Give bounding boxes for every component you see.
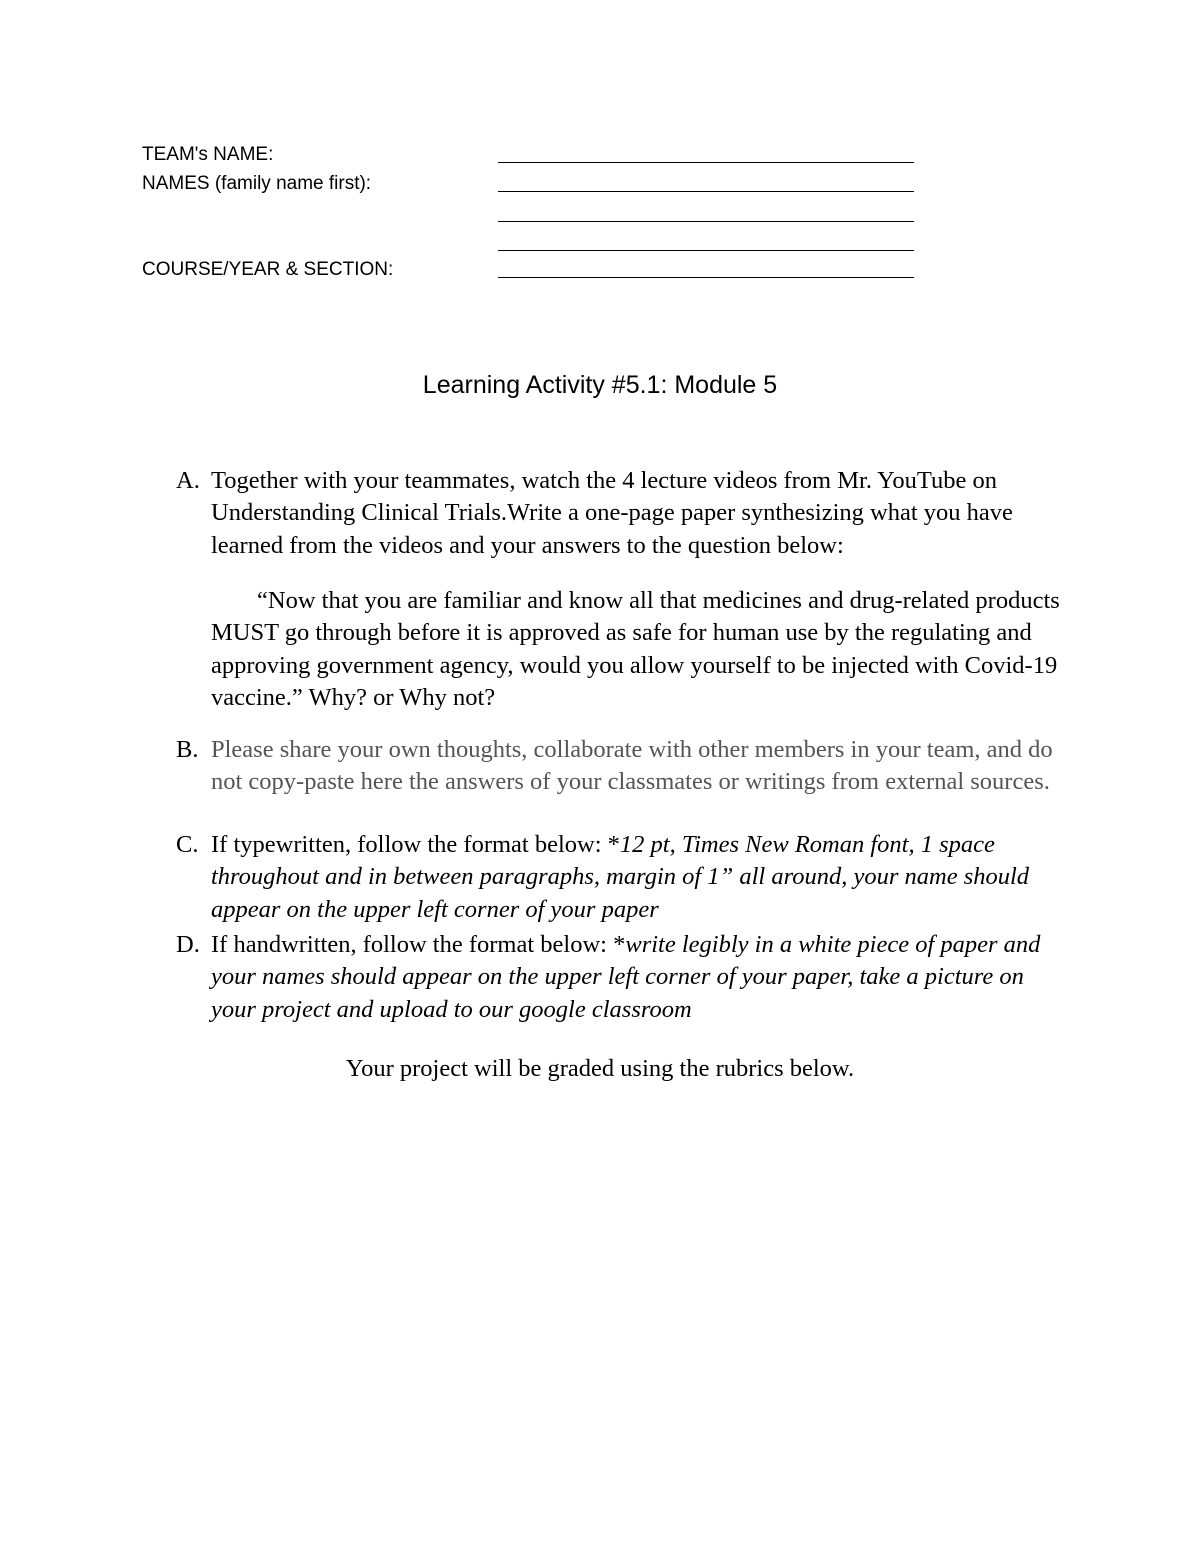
item-a-text: Together with your teammates, watch the 4 lecture videos from Mr. YouTube on Understanding Clinical Trials.Write a one-page paper synthesizing what you have learned from the videos and your answers to the question below:: [211, 467, 1013, 559]
team-name-label: TEAM's NAME:: [142, 144, 274, 165]
closing-note: Your project will be graded using the rubrics below.: [345, 1055, 855, 1082]
team-name-blank-line: [498, 162, 914, 163]
course-blank-line: [498, 277, 914, 278]
item-a-letter: A.: [176, 467, 200, 494]
item-b-text: Please share your own thoughts, collaborate with other members in your team, and do not copy-paste here the answers of your classmates or writings from external sources.: [211, 736, 1053, 796]
instruction-item-b: [176, 734, 1076, 799]
item-c-format: 12 pt, Times New Roman font, 1 space throughout and in between paragraphs, margin of 1” all around, your name should appear on the upper left corner of your paper: [211, 831, 1030, 923]
activity-title: Learning Activity #5.1: Module 5: [422, 371, 778, 399]
item-c-lead: If typewritten, follow the format below: *: [211, 831, 620, 858]
item-c-letter: C.: [176, 831, 199, 858]
item-c-text: [211, 829, 1066, 926]
item-d-lead: If handwritten, follow the format below: *: [211, 931, 626, 958]
question-quote-text: “Now that you are familiar and know all that medicines and drug-related products MUST go through before it is approved as safe for human use by the regulating and approving government agency, would you allow yourself to be injected with Covid-19 vaccine.” Why? or Why not?: [211, 587, 1060, 711]
names-label: NAMES (family name first):: [142, 173, 372, 194]
instruction-item-d: [176, 929, 1076, 1026]
names-blank-line-3: [498, 250, 914, 251]
question-quote: [211, 585, 1071, 714]
item-d-format: write legibly in a white piece of paper and your names should appear on the upper left corner of your paper, take a picture on your project and upload to our google classroom: [211, 931, 1041, 1023]
course-label: COURSE/YEAR & SECTION:: [142, 259, 394, 280]
item-d-text: [211, 929, 1066, 1026]
names-blank-line-2: [498, 221, 914, 222]
instruction-item-c: [176, 829, 1076, 926]
instruction-item-a: [176, 465, 1076, 562]
item-d-letter: D.: [176, 931, 200, 958]
names-blank-line-1: [498, 191, 914, 192]
item-b-letter: B.: [176, 736, 199, 763]
